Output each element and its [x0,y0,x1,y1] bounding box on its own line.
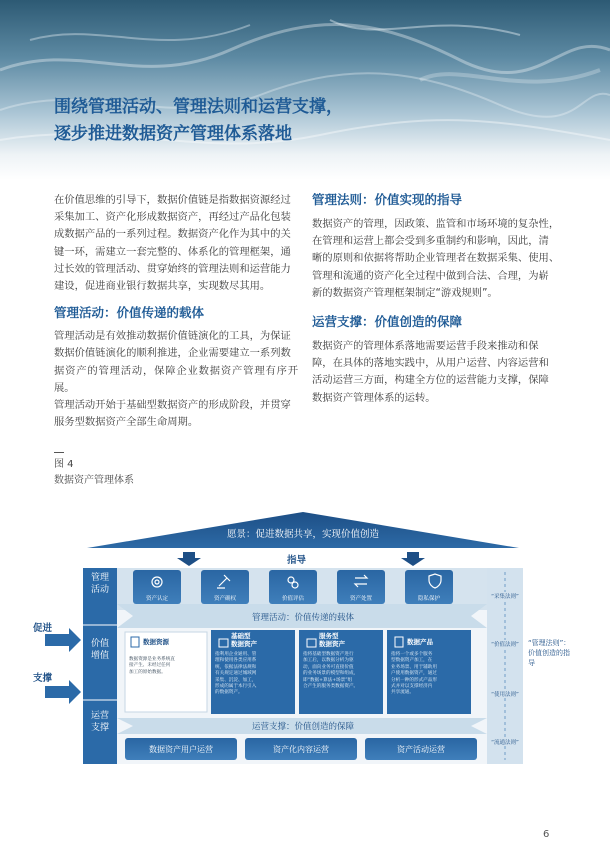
section-heading-management-rules: 管理法则：价值实现的指导 [312,192,463,207]
card-line: 指将基础型数据资产进行 [303,652,354,657]
card-title: 基础型 数据资产 [231,632,257,648]
card-line: 采集、沉淀、加工， [215,677,257,683]
card-body [303,652,381,690]
activity-label: 资产处置 [349,596,372,602]
card-title: 服务型 数据资产 [319,632,345,648]
carrier-band-label: 管理活动：价值传递的载体 [251,613,354,623]
body-line: 数据资产的管理体系落地需要运营手段来推动和保 [312,340,539,353]
intro-line: 成数据产品的一系列过程。数据资产化作为其中的关 [54,228,291,241]
guidance-label: 指导 [287,555,307,566]
card-line: 形成的属于本行引入 [215,684,257,690]
card-body [391,652,469,697]
card-line: 指将一个或多个服务 [391,652,433,657]
card-line: 接产生、未经过任何 [129,663,171,669]
card-title: 数据产品 [407,638,433,646]
card-title: 数据资源 [143,638,169,646]
card-body [215,652,293,697]
body-line: 管理活动是有效推动数据价值链演化的工具，为保证 [54,330,291,343]
rules-caption-line: “管理法则”： [528,639,571,647]
right-column [312,190,564,407]
activity-label: 资产认定 [145,596,168,602]
figure-rule [54,452,64,453]
card-line: 指利用企业通用、管 [215,652,257,657]
body-line: 服务型数据资产全部生命周期。 [54,416,199,429]
body-line: 活动运营三方面，构建全方位的运营能力支撑，保障 [312,374,549,387]
card-line: 统，依据法律法规和 [215,664,257,670]
rule-label: “使用法则” [487,690,523,698]
card-line: 的业务场景的模型和组成， [303,671,359,677]
left-label-ops: 运营支撑 [90,711,109,733]
ops-item-label: 数据资产用户运营 [149,745,213,754]
body-line: 管理活动开始于基础型数据资产的形成阶段，并贯穿 [54,399,291,412]
card-line: 动，面向业务可直接价值 [303,664,354,670]
asset-management-diagram [25,510,580,770]
card-body [129,657,205,676]
body-line: 晰的原则和依据将帮助企业管理者在数据采集、使用、 [312,252,560,265]
card-line: 理和使用各类应用系 [215,658,257,664]
rules-caption-line: 价值创造的指 [528,649,570,657]
figure-label: 图 4 [54,459,74,470]
card-line: 数据资源是业务系统直 [129,657,175,662]
intro-line: 键一环，需建立一套完整的、体系化的管理框架，通 [54,245,291,258]
body-line: 据资产的管理活动，保障企业数据资产管理有序开展。 [54,364,298,394]
section-heading-management-activities: 管理活动：价值传递的载体 [54,305,205,321]
card-line: 合产生的服务类数据资产。 [303,684,359,690]
page-number: 6 [543,829,550,840]
card-line: 户使用数据资产，通过 [391,671,437,677]
support-label: 支撑 [33,673,53,684]
water-texture [0,0,610,180]
body-line: 数据价值链演化的顺利推进，企业需要建立一系列数 [54,347,291,360]
rule-label: “价值法则” [487,640,523,648]
card-line: 型数据资产加工，在 [391,658,433,664]
card-line: 业务场景、用于辅助用 [391,664,437,670]
activity-label: 价值评估 [281,596,304,602]
card-line: 有关规定通过城域网 [215,671,257,677]
page-title-line-2: 逐步推进数据资产管理体系落地 [54,124,292,144]
intro-line: 建设，促进商业银行数据共享，实现数尽其用。 [54,280,271,293]
body-line: 新的数据资产管理框架制定“游戏规则”。 [312,286,498,299]
vision-label: 愿景：促进数据共享，实现价值创造 [226,529,379,540]
card-line: 加工后，以数据分析为驱 [303,658,354,664]
card-line: 共享流通。 [391,690,414,696]
rule-label: “流通法则” [487,738,523,746]
left-side-column [83,568,117,764]
activity-label: 隐私保护 [417,596,440,602]
activity-label: 资产确权 [213,596,236,602]
card-line: 分析一种的形式产品形 [391,677,437,683]
section-heading-operation-support: 运营支撑：价值创造的保障 [312,314,463,330]
intro-line: 在价值思维的引导下，数据价值链是指数据资源经过 [54,194,291,206]
body-line: 数据资产的管理，因政策、监管和市场环境的复杂性， [312,218,560,230]
rules-caption [528,638,580,668]
card-line: 的数据资产。 [215,690,243,696]
body-line: 障，在具体的落地实践中，从用户运营、内容运营和 [312,357,549,370]
ops-band-label: 运营支撑：价值创造的保障 [251,722,354,732]
body-line: 数据资产管理体系的运转。 [312,391,436,404]
left-label-activities: 管理活动 [90,573,109,595]
intro-line: 采集加工、资产化形成数据资产，再经过产品化包装 [54,211,291,224]
ops-item-label: 资产化内容运营 [273,745,329,754]
body-line: 管理和流通的资产化全过程中做到合法、合理，为崭 [312,269,549,282]
page-title-line-1: 围绕管理活动、管理法则和运营支撑， [54,97,343,117]
ops-item-label: 资产活动运营 [397,745,445,754]
left-label-value: 价值增值 [90,639,109,661]
intro-line: 过长效的管理活动、贯穿始终的管理法则和运营能力 [54,262,291,275]
promote-label: 促进 [33,623,53,634]
page-title [54,94,554,148]
card-line: 式并对以支撑经济内 [391,684,433,690]
rules-caption-line: 导 [528,659,535,667]
guidance-arrow-left [177,552,201,566]
guidance-arrow-right [401,552,425,566]
card-line: 即“数据+算法+场景”组 [303,677,353,683]
left-column [54,192,298,431]
figure-title: 数据资产管理体系 [54,475,134,486]
rule-label: “采集法则” [487,592,523,600]
hero-banner [0,0,610,180]
body-line: 在管理和运营上都会受到多重制约和影响，因此，清 [312,235,549,248]
card-line: 加工的原始数据。 [129,669,166,675]
